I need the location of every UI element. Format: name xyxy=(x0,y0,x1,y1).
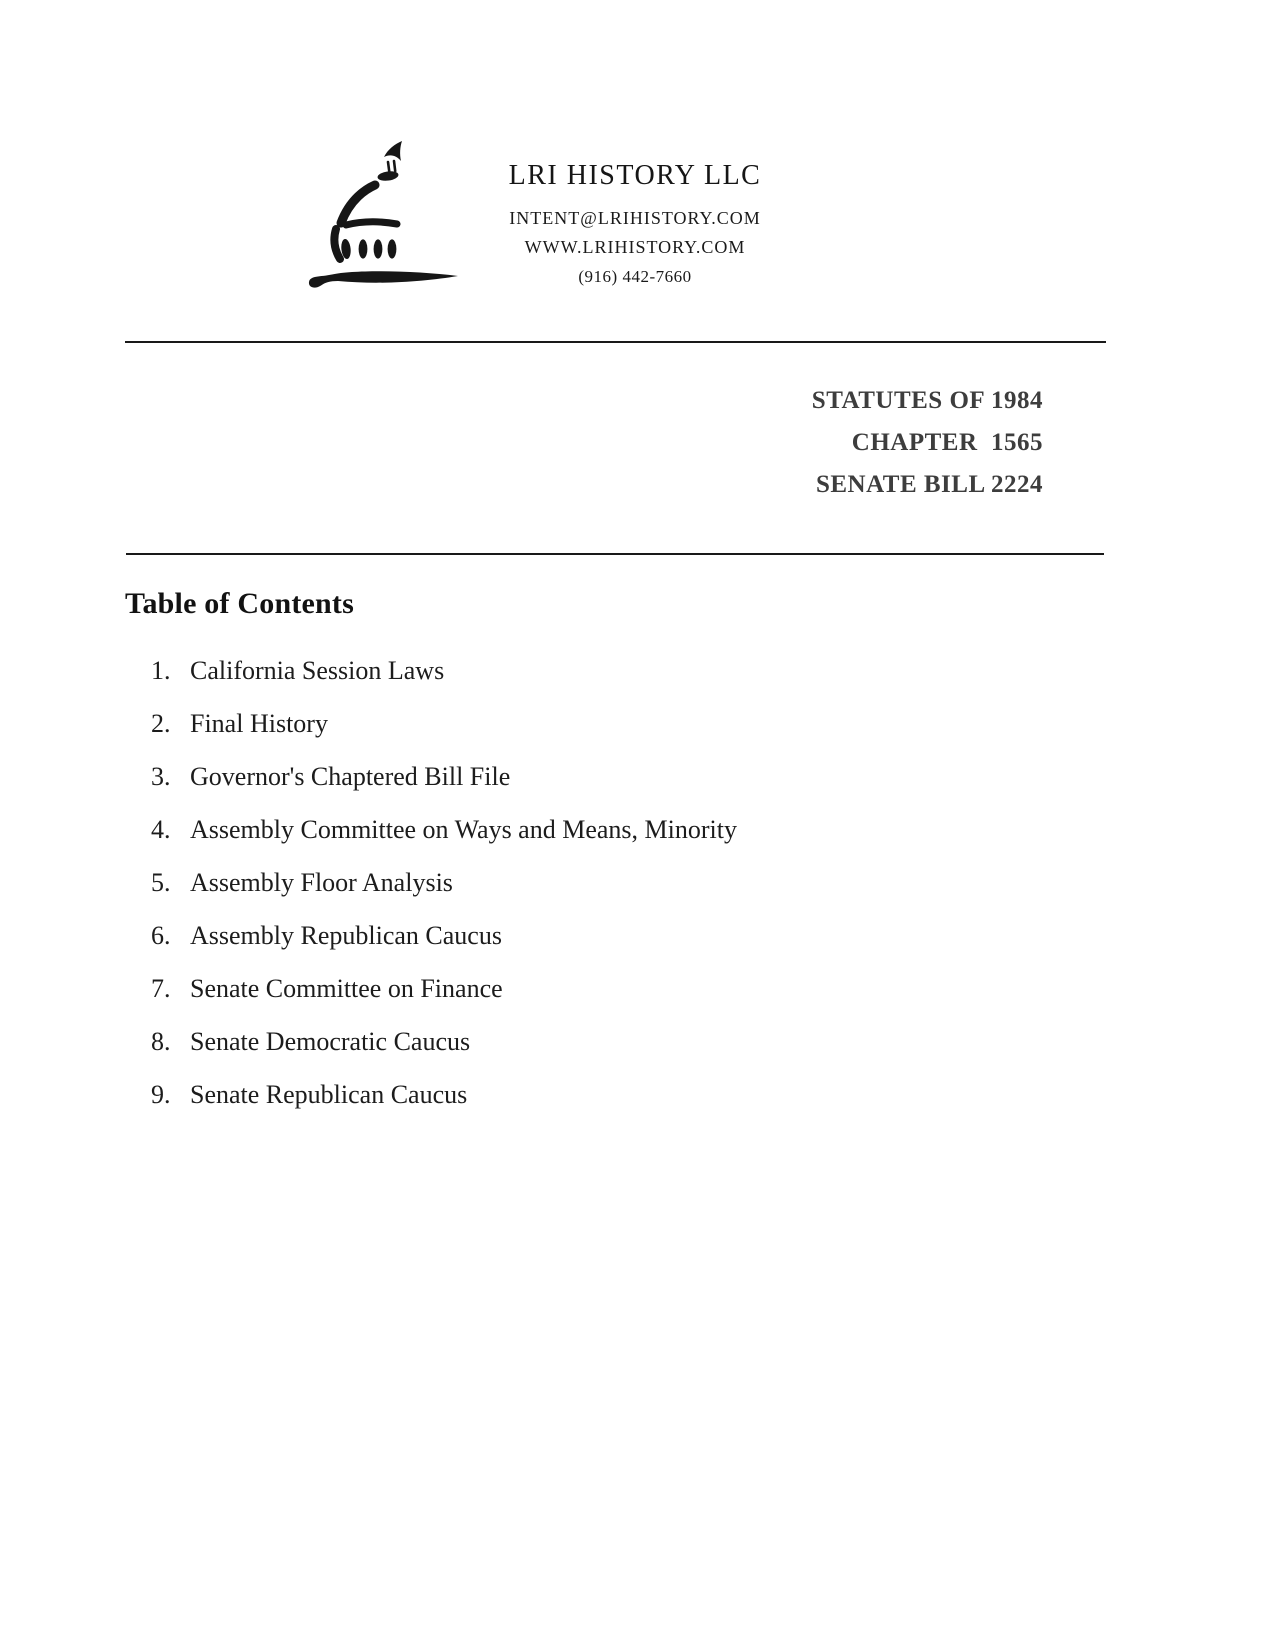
toc-item xyxy=(151,869,1051,896)
toc-item-label: Assembly Floor Analysis xyxy=(190,868,453,897)
toc-item xyxy=(151,1028,1051,1055)
letterhead xyxy=(435,158,835,292)
company-website: WWW.LRIHISTORY.COM xyxy=(524,237,746,257)
chapter-line: CHAPTER 1565 xyxy=(851,429,1043,456)
senate-bill-line: SENATE BILL 2224 xyxy=(815,471,1043,498)
toc-item-number: 5. xyxy=(151,868,171,897)
toc-item xyxy=(151,975,1051,1002)
toc-item xyxy=(151,657,1051,684)
divider-top xyxy=(125,341,1106,343)
divider-middle xyxy=(126,553,1104,555)
toc-item-number: 6. xyxy=(151,921,171,950)
toc-item-label: Assembly Republican Caucus xyxy=(190,921,502,950)
toc-item-label: California Session Laws xyxy=(190,656,445,685)
company-email: INTENT@LRIHISTORY.COM xyxy=(509,208,761,228)
toc-item-number: 2. xyxy=(151,709,171,738)
statutes-line: STATUTES OF 1984 xyxy=(811,387,1043,414)
toc-item xyxy=(151,922,1051,949)
toc-item-number: 1. xyxy=(151,656,171,685)
toc-item-label: Final History xyxy=(190,709,328,738)
toc-item-number: 9. xyxy=(151,1080,171,1109)
toc-list xyxy=(151,657,1051,1134)
toc-item xyxy=(151,710,1051,737)
toc-item-number: 7. xyxy=(151,974,171,1003)
company-phone: (916) 442-7660 xyxy=(578,267,692,286)
statute-reference-block xyxy=(643,380,1043,506)
toc-item-label: Assembly Committee on Ways and Means, Minority xyxy=(190,815,737,844)
toc-item-number: 4. xyxy=(151,815,171,844)
toc-item xyxy=(151,1081,1051,1108)
toc-item-number: 3. xyxy=(151,762,171,791)
toc-item-number: 8. xyxy=(151,1027,171,1056)
toc-heading: Table of Contents xyxy=(125,587,354,620)
toc-item-label: Senate Republican Caucus xyxy=(190,1080,468,1109)
toc-item xyxy=(151,763,1051,790)
toc-item xyxy=(151,816,1051,843)
toc-item-label: Governor's Chaptered Bill File xyxy=(190,762,511,791)
toc-item-label: Senate Committee on Finance xyxy=(190,974,503,1003)
toc-item-label: Senate Democratic Caucus xyxy=(190,1027,471,1056)
company-name: LRI HISTORY LLC xyxy=(508,160,762,191)
